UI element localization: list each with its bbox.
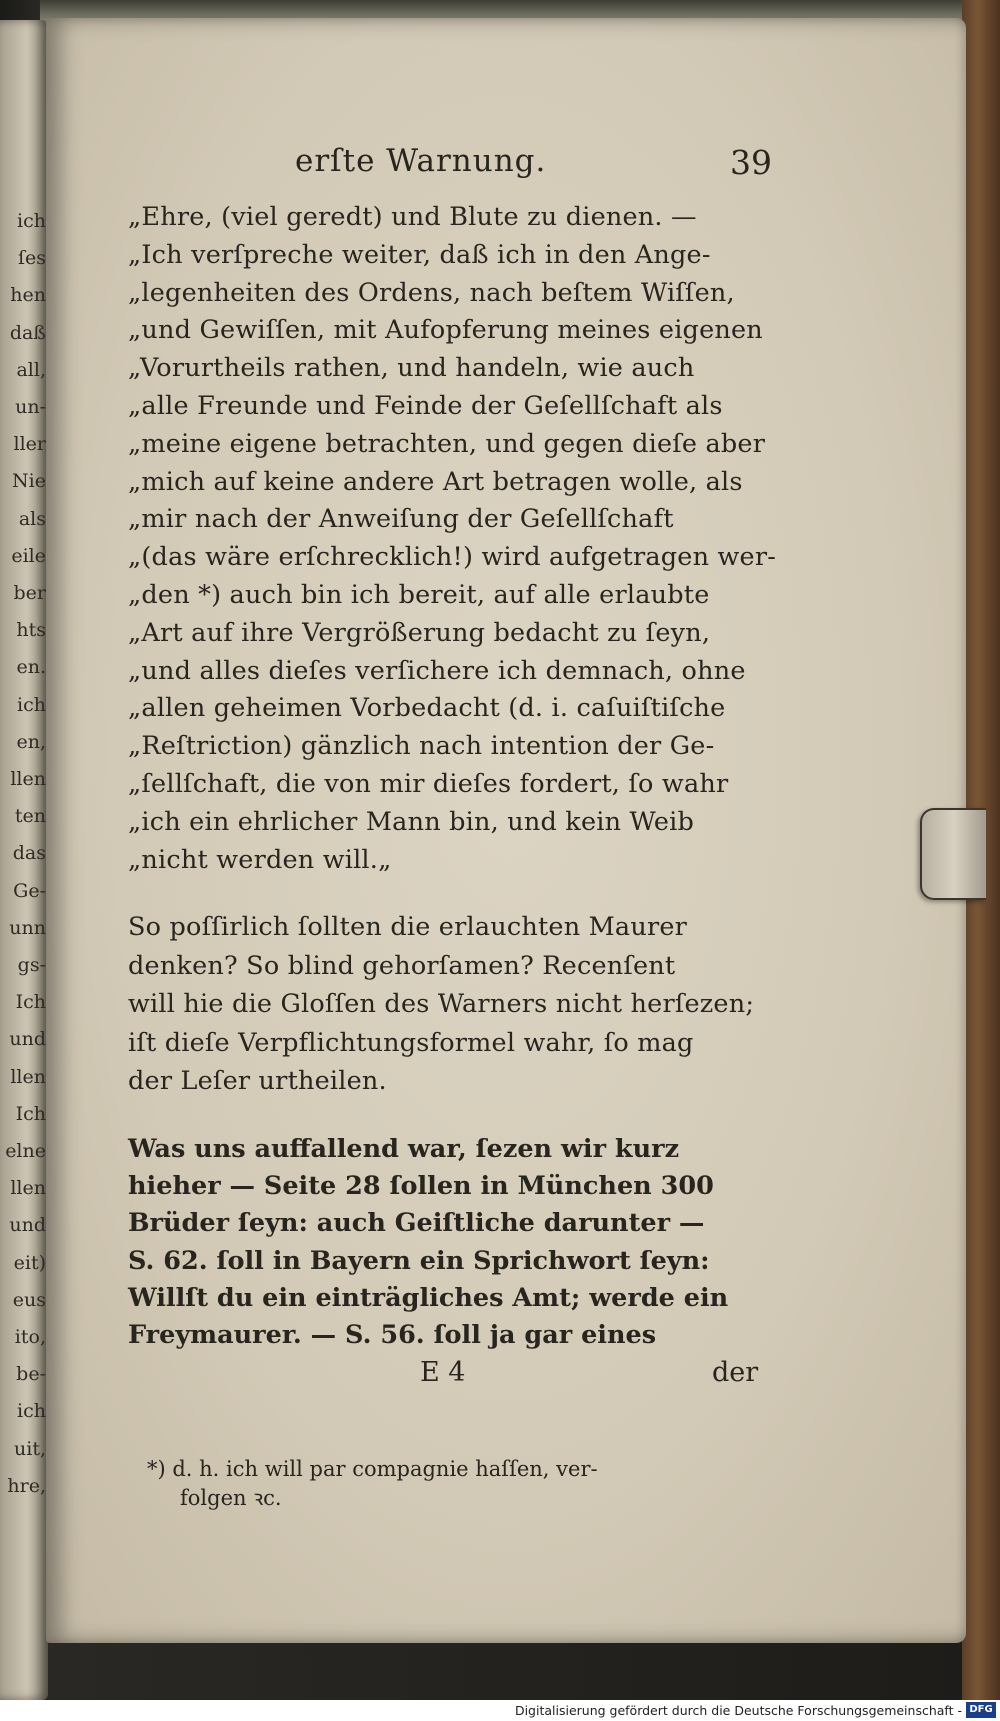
text-line: „Art auf ihre Vergrößerung bedacht zu ſeyn, [128, 617, 711, 648]
left-page-fragment: und [9, 1028, 46, 1051]
left-page-fragment: uit, [14, 1437, 46, 1460]
left-page-fragment: hre, [7, 1474, 46, 1497]
footer-credit: Digitalisierung gefördert durch die Deutsche Forschungsgemeinschaft - [514, 1703, 962, 1718]
text-line: „legenheiten des Ordens, nach beſtem Wiſſen, [128, 277, 735, 308]
text-line: „(das wäre erſchrecklich!) wird aufgetragen wer- [128, 542, 777, 573]
text-line: So poſſirlich ſollten die erlauchten Maurer [128, 912, 688, 942]
text-line: hieher — Seite 28 ſollen in München 300 [128, 1171, 714, 1202]
footnote-line: *) d. h. ich will par compagnie haſſen, ver- [147, 1457, 598, 1481]
left-page-fragment: Ge- [13, 879, 46, 902]
left-page-fragment: als [18, 507, 46, 530]
text-line: „den *) auch bin ich bereit, auf alle erlaubte [128, 580, 710, 610]
left-page-fragment: Ich [15, 991, 46, 1014]
text-line: „Ehre, (viel geredt) und Blute zu dienen. — [128, 202, 697, 232]
left-page-fragment: unn [9, 916, 46, 939]
left-page-fragment: daß [9, 321, 46, 344]
text-line: der Leſer urtheilen. [128, 1066, 387, 1096]
left-page-fragment: ich [17, 1400, 46, 1423]
text-line: „ich ein ehrlicher Mann bin, und kein Weib [128, 806, 695, 837]
left-page-fragment: Ich [15, 1102, 46, 1125]
left-page-fragment: hts [16, 619, 46, 642]
left-page-fragment: llen [10, 1065, 46, 1088]
left-page-fragment: llen [10, 1177, 46, 1200]
left-page-fragment: llen [10, 768, 46, 790]
left-page-fragment: elne [5, 1140, 46, 1162]
text-line: „und alles dieſes verſichere ich demnach, ohne [128, 655, 746, 686]
catchword: der [712, 1357, 759, 1388]
text-line: „alle Freunde und Feinde der Geſellſchaft als [128, 391, 723, 421]
text-line: „mich auf keine andere Art betragen wolle, als [128, 466, 743, 497]
text-line: „mir nach der Anweiſung der Geſellſchaft [128, 504, 674, 535]
text-line: „Reſtriction) gänzlich nach intention der Ge- [128, 731, 715, 762]
text-line: Willſt du ein einträgliches Amt; werde ein [128, 1282, 729, 1313]
left-page-fragment: ller [13, 433, 46, 456]
text-line: Was uns auffallend war, ſezen wir kurz [128, 1134, 680, 1164]
text-line: „ſellſchaft, die von mir dieſes fordert, ſo wahr [128, 769, 729, 799]
left-page-fragment: en. [16, 656, 46, 679]
left-page-fragment: ſes [17, 247, 46, 270]
left-page-fragment: und [9, 1214, 46, 1237]
footnote-line: folgen ꝛc. [180, 1486, 282, 1510]
left-page-fragment: ten [14, 805, 46, 828]
left-page-fragment: en, [16, 730, 46, 753]
text-line: S. 62. ſoll in Bayern ein Sprichwort ſeyn: [128, 1245, 710, 1276]
left-page-fragment: das [12, 842, 46, 865]
left-page-fragment: ich [17, 210, 46, 232]
left-page-fragment: ber [13, 582, 46, 604]
left-page-fragment: ich [17, 693, 46, 716]
left-page-fragment: un- [15, 396, 46, 418]
text-line: denken? So blind gehorſamen? Recenſent [128, 950, 676, 981]
dfg-logo: DFG [966, 1702, 996, 1718]
left-page-fragment: hen [10, 284, 46, 307]
text-line: „nicht werden will.„ [128, 844, 392, 875]
running-head: erſte Warnung. [295, 143, 547, 179]
text-line: „meine eigene betrachten, und gegen dieſe aber [128, 428, 766, 459]
text-line: iſt dieſe Verpflichtungsformel wahr, ſo mag [128, 1027, 694, 1058]
left-page-fragment: ito, [14, 1326, 46, 1348]
text-line: „allen geheimen Vorbedacht (d. i. caſuiſtiſche [128, 693, 726, 724]
page-number: 39 [730, 143, 772, 182]
left-page-fragment: eile [11, 544, 46, 567]
signature-mark: E 4 [420, 1357, 466, 1388]
text-line: will hie die Gloſſen des Warners nicht herſezen; [128, 989, 755, 1019]
left-page-fragment: eit) [13, 1251, 46, 1274]
bookmark-tab [920, 808, 986, 900]
text-line: „Vorurtheils rathen, und handeln, wie auch [128, 353, 695, 384]
left-page-fragment: eus [12, 1288, 46, 1311]
text-line: Brüder ſeyn: auch Geiſtliche darunter — [128, 1208, 705, 1239]
left-page-fragment: all, [16, 358, 46, 381]
text-line: „Ich verſpreche weiter, daß ich in den Ange- [128, 239, 711, 270]
left-page-edge [0, 20, 48, 1700]
left-page-fragment: gs- [17, 954, 46, 976]
left-page-fragment: be- [16, 1363, 46, 1386]
text-line: „und Gewiſſen, mit Aufopferung meines eigenen [128, 315, 763, 346]
text-line: Freymaurer. — S. 56. ſoll ja gar eines [128, 1320, 657, 1350]
left-page-fragment: Nie [12, 470, 46, 493]
